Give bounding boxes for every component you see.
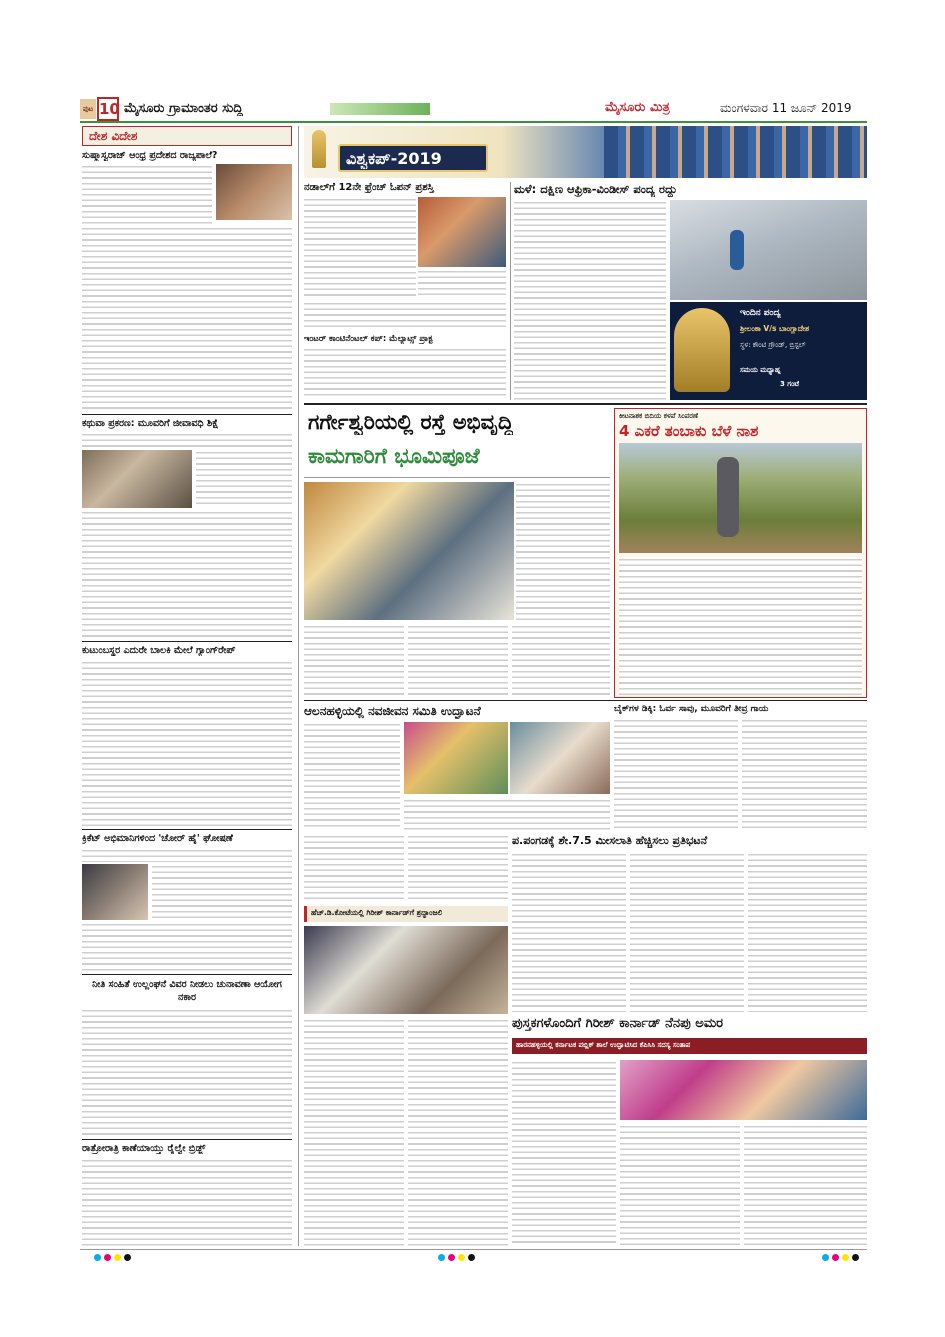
article-body [304, 722, 400, 830]
article-body [82, 1008, 292, 1138]
books-subhead: ಹಾರನಹಳ್ಳಿಯಲ್ಲಿ ಕರ್ನಾಟಕ ಪಬ್ಲಿಕ್ ಶಾಲೆ ಉದ್ಘಾಟಿಸಿದ ಕೆಪಿಸಿಸಿ ಸದಸ್ಯ ಸಂತಾಪ [516, 1041, 691, 1049]
masthead [80, 97, 867, 121]
nadal-photo [418, 197, 506, 267]
tobacco-field-photo [619, 443, 862, 553]
article-body [82, 432, 292, 448]
worldcup-banner [304, 126, 867, 178]
books-headline-box [512, 1016, 867, 1056]
today-match-title: ಇಂದಿನ ಪಂದ್ಯ [740, 308, 781, 318]
main-story-headline-box [304, 408, 610, 478]
article-body [304, 624, 404, 698]
article-body [404, 798, 610, 830]
headline-sushma: ಸುಷ್ಮಾಸ್ವರಾಜ್ ಆಂಧ್ರ ಪ್ರದೇಶದ ರಾಜ್ಯಪಾಲೆ? [82, 150, 218, 161]
article-body [418, 269, 506, 299]
tobacco-headline: 4 ಎಕರೆ ತಂಬಾಕು ಬೆಳೆ ನಾಶ [619, 422, 759, 440]
masthead-green-bar [330, 103, 430, 115]
section-rule [304, 700, 867, 701]
today-match-time: 3 ಗಂಟೆ [780, 380, 800, 388]
tobacco-kicker: ಕೀಟನಾಶಕ ಬಿದಿಯ ಕಳಪೆ ಸಿಂಪರಣೆ [619, 412, 699, 420]
article-body [82, 510, 292, 640]
section-label-text: ದೇಶ ವಿದೇಶ [89, 129, 138, 143]
today-match-teams: ಶ್ರೀಲಂಕಾ V/s ಬಾಂಗ್ಲಾದೇಶ [740, 324, 810, 333]
column-rule [298, 126, 299, 1246]
headline-books-karnad: ಪುಸ್ತಕಗಳೊಂದಿಗೆ ಗಿರೀಶ್ ಕಾರ್ನಾಡ್ ನೆನಪು ಅಮರ [512, 1016, 724, 1031]
article-body [304, 1018, 404, 1246]
article-body [82, 226, 292, 412]
worldcup-title-box [338, 144, 488, 172]
registration-dot [438, 1254, 445, 1261]
divider [82, 974, 292, 975]
headline-reservation: ಪ.ಪಂಗಡಕ್ಕೆ ಶೇ.7.5 ಮೀಸಲಾತಿ ಹೆಚ್ಚಿಸಲು ಪ್ರತಿಭಟನೆ [512, 834, 708, 847]
registration-dot [842, 1254, 849, 1261]
main-headline-line2: ಕಾಮಗಾರಿಗೆ ಭೂಮಿಪೂಜೆ [308, 444, 480, 468]
bhoomi-pooja-photo [304, 482, 514, 620]
section-rule [304, 403, 867, 405]
registration-dot [852, 1254, 859, 1261]
article-body [152, 864, 292, 920]
registration-dot [114, 1254, 121, 1261]
article-body [304, 834, 404, 902]
mallya-photo [82, 864, 148, 920]
article-body [742, 718, 867, 828]
section-title: ಮೈಸೂರು ಗ್ರಾಮಾಂತರ ಸುದ್ದಿ [124, 101, 243, 116]
divider [82, 829, 292, 830]
registration-dot [832, 1254, 839, 1261]
article-body [512, 624, 610, 698]
page-bottom-rule [80, 1249, 867, 1250]
worldcup-title: ವಿಶ್ವಕಪ್-2019 [346, 149, 442, 168]
headline-bike-accident: ಬೈಕ್‌ಗಳ ಡಿಕ್ಕಿ: ಓರ್ವ ಸಾವು, ಮೂವರಿಗೆ ತೀವ್ರ ಗಾಯ [614, 704, 769, 714]
article-body [748, 852, 867, 1012]
headline-rain-match: ಮಳೆ: ದಕ್ಷಿಣ ಆಫ್ರಿಕಾ-ವಿಂಡೀಸ್ ಪಂದ್ಯ ರದ್ದು [514, 182, 678, 196]
article-body [82, 1158, 292, 1246]
headline-intercontinental: ಇಂಟರ್ ಕಾಂಟಿನೆಂಟಲ್ ಕಪ್: ಮೆಲ್ಯಾಟ್ಸ್ ಪ್ರಾಕ್ಟ [304, 334, 433, 344]
article-body [620, 1124, 740, 1246]
tobacco-story-box [614, 408, 867, 698]
registration-dot [448, 1254, 455, 1261]
today-match-time-label: ಸಮಯ ಮಧ್ಯಾಹ್ನ [740, 366, 781, 374]
article-body [82, 660, 292, 828]
article-body [619, 557, 862, 695]
alanahalli-photo-1 [404, 722, 508, 794]
headline-nadal: ನಡಾಲ್‌ಗೆ 12ನೇ ಫ್ರೆಂಚ್ ಓಪನ್ ಪ್ರಶಸ್ತಿ [304, 182, 434, 193]
publication-date: ಮಂಗಳವಾರ 11 ಜೂನ್ 2019 [720, 101, 852, 115]
headline-railway-bridge: ರಾತ್ರೋರಾತ್ರಿ ಕಾಣೆಯಾಯ್ತು ರೈಲ್ವೇ ಬ್ರಿಡ್ಜ್ [82, 1143, 206, 1154]
article-body [196, 450, 292, 508]
article-body [408, 624, 508, 698]
kathua-photo [82, 450, 192, 508]
divider [82, 641, 292, 642]
groundsman-figure [730, 230, 744, 270]
farmer-figure [717, 457, 739, 537]
headline-gangrape: ಕುಟುಂಬಸ್ಥರ ಎದುರೇ ಬಾಲಕಿ ಮೇಲೆ ಗ್ಯಾಂಗ್‌ರೇಪ್ [82, 645, 236, 656]
column-rule [510, 182, 511, 400]
registration-dot [94, 1254, 101, 1261]
masthead-rule [80, 121, 867, 123]
article-body [744, 1124, 867, 1246]
registration-dot [822, 1254, 829, 1261]
team-photo [604, 126, 867, 178]
divider [82, 1139, 292, 1140]
page-number: 10 [97, 97, 119, 121]
article-body [408, 1018, 508, 1246]
article-body [630, 852, 744, 1012]
school-event-photo [620, 1060, 867, 1120]
headline-hd-kote-tribute: ಹೆಚ್.ಡಿ.ಕೋಟೆಯಲ್ಲಿ ಗಿರೀಶ್ ಕಾರ್ನಾಡ್‌ಗೆ ಶ್ರದ್ಧಾಂಜಲಿ [311, 908, 443, 917]
main-headline-line1: ಗರ್ಗೇಶ್ವರಿಯಲ್ಲಿ ರಸ್ತೆ ಅಭಿವೃದ್ಧಿ [308, 410, 514, 434]
paper-name: ಮೈಸೂರು ಮಿತ್ರ [605, 100, 670, 115]
article-body [304, 347, 506, 399]
registration-dot [104, 1254, 111, 1261]
today-match-venue: ಸ್ಥಳ: ಕೌಂಟಿ ಗ್ರೌಂಡ್, ಬ್ರಿಸ್ಟಲ್ [740, 341, 806, 349]
article-body [82, 164, 212, 224]
headline-chor-hai: ಕ್ರಿಕೆಟ್ ಅಭಿಮಾನಿಗಳಿಂದ 'ಚೋರ್ ಹೈ' ಘೋಷಣೆ [82, 833, 233, 844]
headline-alanahalli: ಆಲನಹಳ್ಳಿಯಲ್ಲಿ ನವಜೀವನ ಸಮಿತಿ ಉದ್ಘಾಟನೆ [304, 704, 481, 718]
article-body [614, 718, 738, 828]
article-body [512, 852, 626, 1012]
article-body [512, 1060, 616, 1246]
article-body [516, 482, 610, 620]
divider [82, 414, 292, 415]
article-body [304, 197, 416, 299]
registration-dot [458, 1254, 465, 1261]
rain-ground-photo [670, 200, 867, 300]
books-subhead-bar [512, 1038, 867, 1054]
article-body [82, 922, 292, 972]
article-body [408, 834, 508, 902]
trophy-icon [312, 130, 326, 168]
registration-dot [124, 1254, 131, 1261]
registration-dot [468, 1254, 475, 1261]
today-match-box [670, 302, 867, 400]
sushma-photo [216, 164, 292, 220]
alanahalli-photo-2 [510, 722, 610, 794]
tribute-photo [304, 926, 508, 1014]
headline-election-commission: ನೀತಿ ಸಂಹಿತೆ ಉಲ್ಲಂಘನೆ ವಿವರ ನೀಡಲು ಚುನಾವಣಾ ಆಯೋಗ ನಕಾರ [92, 979, 282, 1003]
tribute-headline-box [304, 906, 508, 922]
section-label-desha-videsha [82, 126, 292, 146]
article-body [82, 848, 292, 862]
article-body [304, 301, 506, 331]
headline-kathua: ಕಥುವಾ ಪ್ರಕರಣ: ಮೂವರಿಗೆ ಜೀವಾವಧಿ ಶಿಕ್ಷೆ [82, 418, 219, 429]
worldcup-logo-icon [674, 308, 730, 392]
page-tag: ಪುಟ [80, 99, 96, 119]
article-body [514, 200, 666, 400]
